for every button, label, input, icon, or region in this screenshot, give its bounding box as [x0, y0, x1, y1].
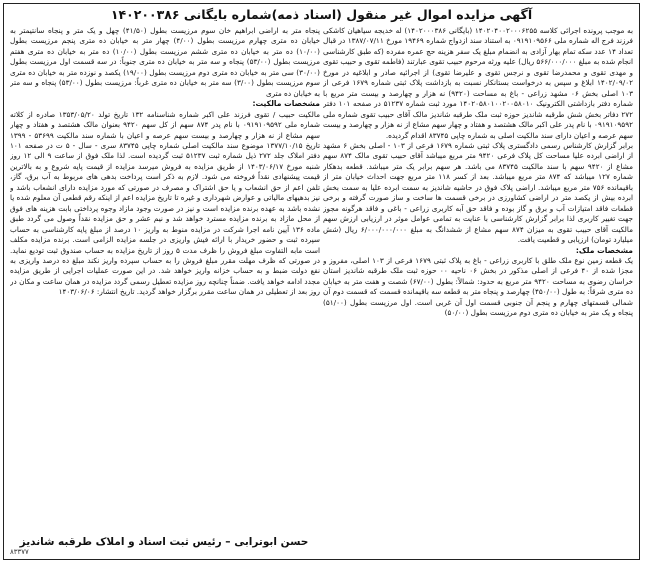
intro-paragraph: به موجب پرونده اجرائی کلاسه ۱۴۰۲۰۴۰۰۲۰۰۰۶۲۵۵ (بایگانی ۱۴۰۲۰۰۰۳۸۶) له خدیجه سیاهیان کاشکی فرزند فرج اله شماره ملی ۰۹۱۹۱۰۹۵۶۶ به استناد سند ازدواج شماره ۱۹۴۶۹ مورخ ۱۳۸۷/۰۷/۱۱ در قبال تعداد ۱۴ عدد سکه تمام بهار آزادی به انضمام مبلغ یک سفر هزینه حج عمره مفرده (که طبق کارشناسی انجام شده به مبلغ ۵۶۶/۰۰۰/۰۰۰ ریال) علیه ورثه مرحوم حبیب تقوی عبارتند (فاطمه تقوی و حبیب تقوی و مهدی تقوی و محمدرضا تقوی و نرجس تقوی و علیرضا تقوی) از اجرائیه صادر و ابلاغیه در مورخ ۱۴۰۲/۰۹/۰۲ ابلاغ و سپس به درخواست بستانکار نسبت به بازداشت پلاک ثبتی شماره ۱۶۷۹ فرعی از ۱۰۳ اصلی بخش ۰۶ مشهد زراعی - باغ به مساحت (۹۴۲۰) نه هزار و چهارصد و بیست متر مربع با شماره دفتر بازداشتی الکترونیک ۱۴۰۲۰۵۸۰۱۰۰۲۰۰۵۸۰۱۰ مورد ثبت شماره ۵۱۲۳۷ در صفحه ۱۰۱ دفتر ۲۷۲ دفاتر بخش شش طرقبه شاندیز حوزه ثبت ملک طرقبه شاندیز مالک آقای حبیب تقوی شماره ملی ۰۹۱۹۱۰۹۵۹۲ با نام پدر علی اکبر مالک هشتصد و هفتاد و چهار سهم مشاع از نه هزار و چهارصد و بیست سهم عرصه و اعیان دارای سند مالکیت اصلی به شماره چاپی ۸۳۷۴۵ اقدام گردیده. — [323, 26, 633, 140]
signature: حسن ابوترابی – رئیس ثبت اسناد و املاک طرقبه شاندیز — [19, 536, 309, 548]
boundaries-paragraph: پنجاه متر به اراضی ابراهیم خان سوم مرزیست بطول (۴۱/۵۰) چهل و یک متر و پنجاه سانتیمتر به خیابان ده متری چهارم مرزیست بطول (۴/۰۰) چهار متر به خیابان ده متری پنجم مرزیست بطول (۱۰/۰۰) ده متر به خیابان ده متری ششم مرزیست بطول (۱۰/۰۰) ده متر به خیابان ده متری هفتم مرزیست بطول (۵۳/۰۰) پنجاه و سه متر به خیابان ده متری جنوباً: در سه قسمت اول مرزیست بطول (۳۰/۰۰) سی متر به خیابان ده متری دوم مرزیست بطول (۱۹/۰۰) یکصد و نوزده متر به خیابان ده متری سوم مرزیست بطول (۳/۰۰) سه متر به خیابان ده متری غرباً: مرزیست بطول (۵۳/۰۰) پنجاه و سه متر به خیابان ده متری — [10, 26, 320, 98]
left-column — [10, 26, 320, 527]
property-specs-heading: مشخصات ملک: — [575, 245, 633, 255]
expert-report-paragraph: برابر گزارش کارشناس رسمی دادگستری پلاک ثبتی شماره ۱۶۷۹ فرعی از ۱۰۳ - اصلی بخش ۶ مشهد از اراضی ابرده علیا مساحت کل پلاک فرعی ۹۴۲۰ متر مربع میباشد آقای حبیب تقوی مالک ۸۷۴ سهم مشاع از ۹۴۲۰ سهم با سند مالکیت ۸۳۷۴۵ می باشد. هر سهم برابر یک متر میباشد. قطعه بدهکار شماره ۱۲۷ میباشد که ۸۷۴ متر مربع میباشد. بعد از کسر ۱۱۸ متر مربع جهت احداث خیابان متر از باقیمانده ۷۵۶ متر مربع میباشد. اراضی پلاک فوق در حاشیه شاندیز به سمت ابرده علیا به سمت بخش ابرده بیش از یکصد متر در اراضی کشاورزی در برخی قسمت ها ساخت و ساز صورت گرفته و برخی قطعات فاقد امتیازات آب و برق و گاز بوده و فاقد حق آبه کاربری زراعی - باغی و فاقد هرگونه مجوز جهت تغییر کاربری لذا برابر گزارش کارشناسی با عنایت به تمامی عوامل موثر در ارزیابی ارزش سهم مالکیت آقای حبیب تقوی به میزان ۸۷۴ سهم مشاع از ششدانگ به مبلغ ۶/۰۰۰/۰۰۰/۰۰۰ ریال (شش میلیارد تومان) ارزیابی و قطعیت یافت. — [323, 140, 633, 245]
ownership-specs-heading: مشخصات مالکیت: — [252, 99, 320, 109]
right-column — [323, 26, 633, 541]
property-specs-paragraph: یک قطعه زمین نوع ملک طلق با کاربری زراعی - باغ به پلاک ثبتی ۱۶۷۹ فرعی از ۱۰۳ اصلی، مفروز و مجزا شده از ۴۰ فرعی از اصلی مذکور در بخش ۰۶ ناحیه ۰۰ حوزه ثبت ملک طرقبه شاندیز استان خراسان رضوی به مساحت ۹۴۲۰ متر مربع به حدود: شمالاً: بطول (۶۷/۰۰) شصت و هفت متر به خیابان ده متری شرقاً: به طول (۴۵۰/۰۰) چهارصد و پنجاه متر به قطعه سه باقیمانده قسمت که قسمت دوم آن شمالی قسمتهای چهارم و پنجم آن جنوبی قسمت اول آن غربی است. اول مرزیست بطول (۵۱/۰۰) پنجاه و یک متر به خیابان ده متری دوم مرزیست بطول (۵۰/۰۰) — [323, 255, 633, 318]
notice-title: آگهی مزایده اموال غیر منقول (اسناد ذمه)شماره بایگانی ۱۴۰۲۰۰۳۸۶ — [110, 7, 533, 22]
notice-code: ۸۳۳۷۷ — [10, 548, 29, 556]
ownership-paragraph: مالکیت حبیب / تقوی فرزند علی اکبر شماره شناسنامه ۱۳۲ تاریخ تولد ۱۳۵۳/۰۵/۲۰ صادره از کلاته شماره ملی ۰۹۱۹۱۰۹۵۹۲ با نام پدر ۸۷۴ سهم از کل سهم ۹۴۲۰ بعنوان مالک هشتصد و هفتاد و چهار سهم مشاع از نه هزار و چهارصد و بیست سهم عرصه و اعیان با شماره سند مالکیت ۵۳۶۹۹ - ۱۳۹۹ تاریخ ۱۳۷۷/۱۰/۱۵ موضوع سند مالکیت اصلی شماره چاپی ۸۳۷۴۵ سری - سال - ۵ ت در صفحه ۱۰۱ دفتر املاک جلد ۲۷۲ ذیل شماره ثبت ۵۱۲۳۷ ثبت گردیده است. لذا ملک فوق از ساعت ۹ الی ۱۲ روز شنبه مورخ ۱۴۰۳/۰۶/۱۷ از طریق مزایده به فروش میرسد مزایده از قیمت پایه شروع و به بالاترین قیمت پیشنهادی نقداً فروخته می شود. لازم به ذکر است پرداخت بدهی های مربوط به آب برق، گاز، تلفن اعم از حق انشعاب و یا حق اشتراک و مصرف در صورتی که مورد مزایده دارای انشعاب باشد و نیز بدهیهای مالیاتی و عوارض شهرداری و غیره تا تاریخ مزایده اعم از اینکه رقم قطعی آن معلوم شده یا نشده باشد به عهده برنده مزایده است و نیز در صورت وجود مازاد وجوه پرداختی بابت هزینه های فوق از محل مازاد به برنده مزایده مسترد خواهد شد و نیم عشر و حق مزایده نقداً وصول می گردد طبق ماده ۱۳۶ آیین نامه اجرا شرکت در مزایده منوط به واریز ۱۰ درصد از مبلغ پایه کارشناسی به حساب سپرده ثبت و حضور خریدار با ارائه فیش واریزی در جلسه مزایده الزامی است. برنده مزایده مکلف است مابه التفاوت مبلغ فروش را ظرف مدت ۵ روز از تاریخ مزایده به حساب صندوق ثبت تودیع نماید. در صورتی که ظرف مهلت مقرر مبلغ فروش را به حساب سپرده واریز نکند مبلغ ده درصد واریزی به نفع دولت ضبط و به حساب خزانه واریز خواهد شد. در این صورت عملیات اجرایی از طریق مزایده مجدد ادامه خواهد یافت. ضمناً چنانچه روز مزایده تعطیل رسمی گردد مزایده در همان ساعت و مکان در روز بعد از تعطیلی در همان ساعت مقرر برگزار خواهد گردید. تاریخ انتشار: ۱۴۰۳/۰۶/۰۶ — [10, 109, 320, 297]
auction-notice — [3, 3, 640, 560]
